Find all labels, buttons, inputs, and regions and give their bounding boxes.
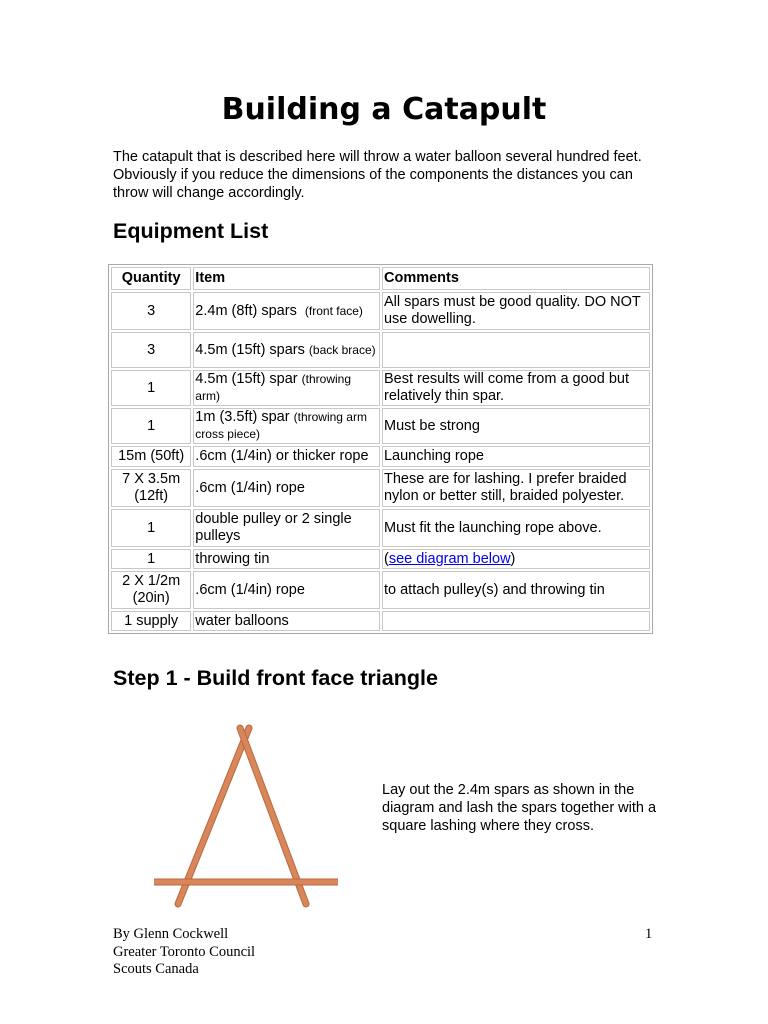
footer-council: Greater Toronto Council [113, 943, 256, 960]
step1-heading: Step 1 - Build front face triangle [113, 666, 438, 690]
spar-right [240, 728, 306, 904]
cell-item: water balloons [193, 611, 380, 631]
spar-left [178, 728, 249, 904]
table-row [111, 571, 650, 609]
cell-comment: Must be strong [382, 408, 650, 444]
footer [113, 926, 255, 979]
table-row [111, 370, 650, 406]
item-note: (front face) [304, 303, 363, 318]
equipment-table [108, 264, 653, 634]
table-row [111, 408, 650, 444]
item-text: 4.5m (15ft) spars [195, 341, 305, 358]
page-number: 1 [645, 926, 653, 942]
cell-item: .6cm (1/4in) rope [193, 571, 380, 609]
table-row [111, 292, 650, 330]
comment-suffix: ) [510, 550, 516, 567]
table-row [111, 509, 650, 547]
cell-quantity: 1 [111, 408, 191, 444]
item-note: (throwing arm cross piece) [195, 410, 367, 441]
item-text: 4.5m (15ft) spar [195, 371, 298, 387]
cell-quantity: 2 X 1/2m (20in) [111, 571, 191, 609]
cell-item [193, 292, 380, 330]
table-row [111, 549, 650, 569]
comment-prefix: ( [383, 550, 389, 567]
cell-quantity: 3 [111, 292, 191, 330]
table-row [111, 469, 650, 507]
cell-comment: Best results will come from a good but relatively thin spar. [382, 370, 650, 406]
table-row [111, 446, 650, 467]
cell-item [193, 408, 380, 444]
item-note: (throwing arm) [195, 372, 352, 403]
cell-comment: Must fit the launching rope above. [382, 509, 650, 547]
cell-quantity: 1 [111, 509, 191, 547]
cell-comment [382, 332, 650, 368]
item-text: 1m (3.5ft) spar [195, 409, 290, 425]
cell-item: double pulley or 2 single pulleys [193, 509, 380, 547]
cell-quantity: 1 [111, 370, 191, 406]
cell-item [193, 332, 380, 368]
see-diagram-link[interactable]: see diagram below [388, 550, 511, 567]
table-header-row [111, 267, 650, 290]
item-note: (back brace) [308, 342, 376, 357]
equipment-list-heading: Equipment List [113, 219, 269, 243]
cell-comment: to attach pulley(s) and throwing tin [382, 571, 650, 609]
cell-quantity: 1 supply [111, 611, 191, 631]
cell-item: .6cm (1/4in) rope [193, 469, 380, 507]
item-text: 2.4m (8ft) spars [195, 302, 297, 319]
cell-quantity: 15m (50ft) [111, 446, 191, 467]
step1-text: Lay out the 2.4m spars as shown in the diagram and lash the spars together with a square lashing where they cross. [382, 782, 657, 834]
header-quantity: Quantity [111, 267, 191, 290]
cell-comment: Launching rope [382, 446, 650, 467]
header-comments: Comments [382, 267, 650, 290]
cell-comment: All spars must be good quality. DO NOT use dowelling. [382, 292, 650, 330]
cell-item: throwing tin [193, 549, 380, 569]
table-row [111, 611, 650, 631]
table-row [111, 332, 650, 368]
front-face-triangle-diagram [148, 722, 344, 912]
cell-quantity: 7 X 3.5m (12ft) [111, 469, 191, 507]
cell-comment [382, 611, 650, 631]
cell-comment [382, 549, 650, 569]
cell-item [193, 370, 380, 406]
cell-quantity: 3 [111, 332, 191, 368]
intro-paragraph: The catapult that is described here will throw a water balloon several hundred feet. Obviously if you reduce the dimensions of the components the distances you can throw will change accordingly. [113, 149, 642, 201]
cell-item: .6cm (1/4in) or thicker rope [193, 446, 380, 467]
cell-quantity: 1 [111, 549, 191, 569]
footer-organization: Scouts Canada [113, 961, 199, 977]
document-title: Building a Catapult [221, 92, 547, 127]
cell-comment: These are for lashing. I prefer braided nylon or better still, braided polyester. [382, 469, 650, 507]
footer-author: By Glenn Cockwell [113, 926, 229, 942]
header-item: Item [193, 267, 380, 290]
